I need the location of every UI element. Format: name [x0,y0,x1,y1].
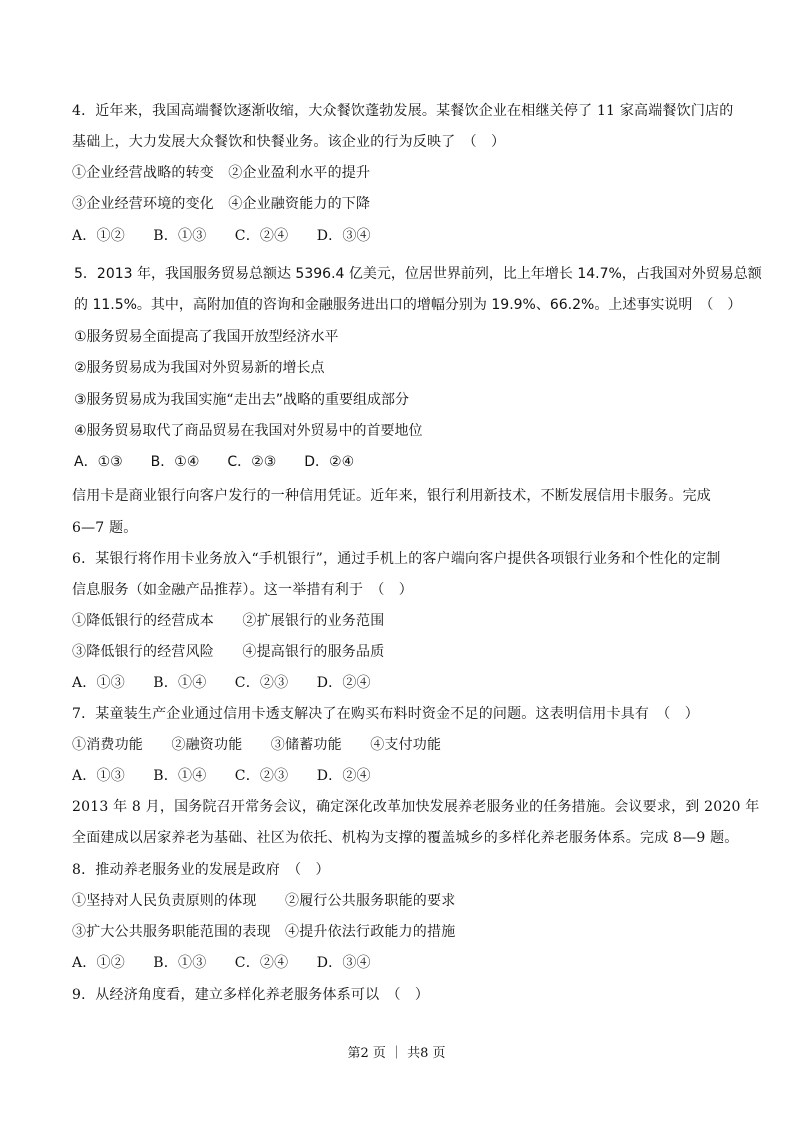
q4-choices: A．①② B．①③ C．②④ D．③④ [72,228,371,244]
q4-line-2: 基础上，大力发展大众餐饮和快餐业务。该企业的行为反映了 （ ） [72,134,506,150]
q6-option-34: ③降低银行的经营风险 ④提高银行的服务品质 [72,644,385,660]
q5-option-2: ②服务贸易成为我国对外贸易新的增长点 [74,360,325,376]
q7-options: ①消费功能 ②融资功能 ③储蓄功能 ④支付功能 [72,737,442,753]
q8-option-12: ①坚持对人民负责原则的体现 ②履行公共服务职能的要求 [72,893,456,909]
material-89-line-1: 2013 年 8 月，国务院召开常务会议，确定深化改革加快发展养老服务业的任务措施。会议要求，到 2020 年 [72,799,760,815]
q7-stem: 7．某童装生产企业通过信用卡透支解决了在购买布料时资金不足的问题。这表明信用卡具有 （ ） [72,706,699,722]
q5-option-3: ③服务贸易成为我国实施“走出去”战略的重要组成部分 [74,392,410,408]
page-footer: 第2 页 ｜ 共8 页 [347,1046,446,1061]
q8-stem: 8．推动养老服务业的发展是政府 （ ） [72,862,330,878]
q6-line-1: 6．某银行将作用卡业务放入“手机银行”，通过手机上的客户端向客户提供各项银行业务和个性化的定制 [72,551,721,567]
q6-choices: A．①③ B．①④ C．②③ D．②④ [72,675,371,691]
q4-option-34: ③企业经营环境的变化 ④企业融资能力的下降 [72,196,371,212]
material-67-line-1: 信用卡是商业银行向客户发行的一种信用凭证。近年来，银行利用新技术，不断发展信用卡服务。完成 [72,488,711,504]
q7-choices: A．①③ B．①④ C．②③ D．②④ [72,768,371,784]
q6-line-2: 信息服务（如金融产品推荐）。这一举措有利于 （ ） [72,582,413,598]
material-89-line-2: 全面建成以居家养老为基础、社区为依托、机构为支撑的覆盖城乡的多样化养老服务体系。完成 8—9 题。 [72,830,739,846]
material-67-line-2: 6—7 题。 [72,520,138,536]
q8-option-34: ③扩大公共服务职能范围的表现 ④提升依法行政能力的措施 [72,924,456,940]
q4-option-12: ①企业经营战略的转变 ②企业盈利水平的提升 [72,165,371,181]
q5-line-1: 5．2013 年，我国服务贸易总额达 5396.4 亿美元，位居世界前列，比上年增长 14.7%，占我国对外贸易总额 [74,266,762,282]
q5-line-2: 的 11.5%。其中，高附加值的咨询和金融服务进出口的增幅分别为 19.9%、66.2%。上述事实说明 （ ） [74,297,742,313]
q6-option-12: ①降低银行的经营成本 ②扩展银行的业务范围 [72,613,385,629]
q8-choices: A．①② B．①③ C．②④ D．③④ [72,955,371,971]
q5-option-1: ①服务贸易全面提高了我国开放型经济水平 [74,329,339,345]
q9-stem: 9．从经济角度看，建立多样化养老服务体系可以 （ ） [72,987,430,1003]
q5-option-4: ④服务贸易取代了商品贸易在我国对外贸易中的首要地位 [74,423,423,439]
q4-line-1: 4．近年来，我国高端餐饮逐渐收缩，大众餐饮蓬勃发展。某餐饮企业在相继关停了 11 家高端餐饮门店的 [72,103,734,119]
q5-choices: A．①③ B．①④ C．②③ D．②④ [74,454,355,470]
